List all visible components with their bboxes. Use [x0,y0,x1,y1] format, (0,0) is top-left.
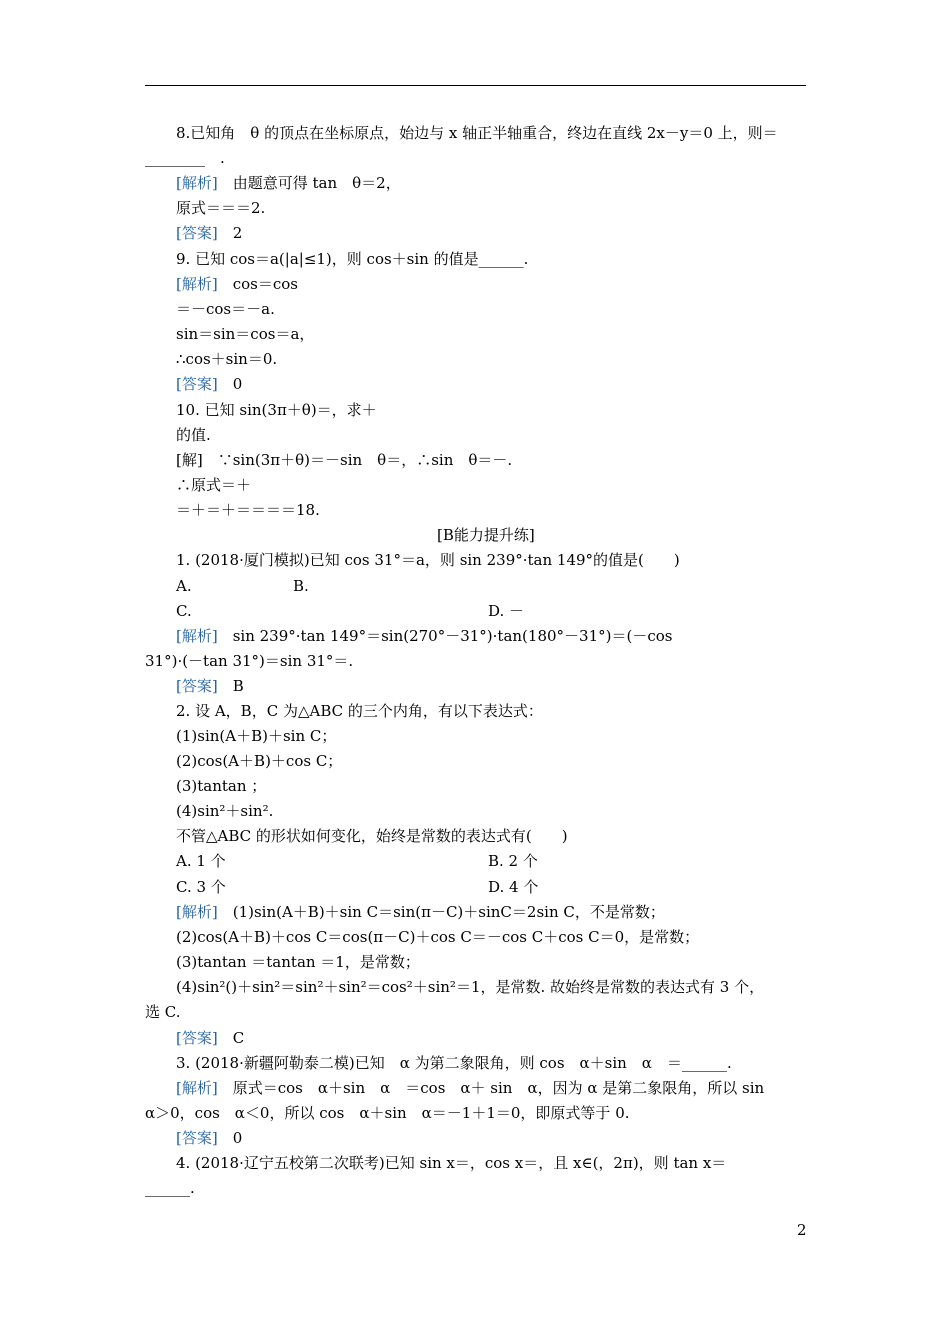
b2-answer-line [176,1028,244,1048]
b2-analysis-line-3: (3)tantan ＝tantan ＝1，是常数； [176,953,420,971]
b3-analysis-line-2: α＞0，cos α＜0，所以 cos α＋sin α＝－1＋1＝0，即原式等于 0. [145,1104,630,1122]
b2-option-a: A. 1 个 [176,852,226,870]
b2-expression-2: (2)cos(A＋B)＋cos C； [176,752,343,770]
b2-analysis-line-1 [176,902,665,922]
q10-question-line-2: 的值. [176,426,211,444]
q10-solution-line-3: ＝＋＝＋＝＝＝＝18. [176,501,320,519]
q9-analysis-line-1 [176,274,298,294]
page-number: 2 [797,1221,807,1239]
q10-solution-text-1: ∵sin(3π＋θ)＝－sin θ＝，∴sin θ＝－. [202,451,513,469]
b1-analysis-line-1 [176,626,672,646]
b2-analysis-line-5: 选 C. [145,1003,181,1021]
b1-option-c: C. [176,602,192,620]
b1-option-b: B. [293,577,309,595]
b2-analysis-text-1: (1)sin(A＋B)＋sin C＝sin(π－C)＋sinC＝2sin C，不是常数； [217,903,665,921]
answer-tag: [答案] [176,677,218,695]
q8-analysis-text-1: 由题意可得 tan θ＝2， [217,174,401,192]
b1-question-line: 1. (2018·厦门模拟)已知 cos 31°＝a，则 sin 239°·tan 149°的值是( ) [176,551,680,569]
analysis-tag: [解析] [176,903,218,921]
q9-analysis-line-3: sin＝sin＝cos＝a， [176,325,315,343]
q9-analysis-line-2: ＝－cos＝－a. [176,300,275,318]
q10-question-line-1: 10. 已知 sin(3π＋θ)＝，求＋ [176,401,377,419]
solution-tag: [解] [176,451,203,469]
header-rule [145,85,806,86]
q8-question-line-2: ________ . [145,149,225,167]
q9-answer-text: 0 [217,375,243,393]
b2-question-line-2: 不管△ABC 的形状如何变化，始终是常数的表达式有( ) [176,827,568,845]
b2-expression-3: (3)tantan ； [176,777,267,795]
b3-question-line: 3. (2018·新疆阿勒泰二模)已知 α 为第二象限角，则 cos α＋sin α ＝______. [176,1054,732,1072]
analysis-tag: [解析] [176,627,218,645]
b3-analysis-line-1 [176,1078,764,1098]
b1-answer-line [176,676,244,696]
q8-analysis-line-2: 原式＝＝＝2. [176,199,266,217]
q10-solution-line-2: ∴原式＝＋ [176,476,252,494]
answer-tag: [答案] [176,375,218,393]
b1-analysis-line-2: 31°)·(－tan 31°)＝sin 31°＝. [145,652,354,670]
b2-analysis-line-4: (4)sin²()＋sin²＝sin²＋sin²＝cos²＋sin²＝1，是常数. 故始终是常数的表达式有 3 个， [176,978,765,996]
b2-option-c: C. 3 个 [176,878,226,896]
analysis-tag: [解析] [176,1079,218,1097]
q10-solution-line-1 [176,450,512,470]
answer-tag: [答案] [176,1129,218,1147]
q8-analysis-line-1 [176,173,401,193]
q9-analysis-text-1: cos＝cos [217,275,298,293]
b3-analysis-text-1: 原式＝cos α＋sin α ＝cos α＋ sin α，因为 α 是第二象限角，所以 sin [217,1079,765,1097]
b1-answer-text: B [217,677,244,695]
b4-question-line-2: ______. [145,1179,195,1197]
section-b-title: [B能力提升练] [437,526,535,544]
b1-option-d: D. － [488,602,525,620]
b2-option-b: B. 2 个 [488,852,538,870]
b2-question-line: 2. 设 A，B，C 为△ABC 的三个内角，有以下表达式： [176,702,543,720]
q8-answer-text: 2 [217,224,243,242]
b3-answer-text: 0 [217,1129,243,1147]
q8-question-line-1: 8.已知角 θ 的顶点在坐标原点，始边与 x 轴正半轴重合，终边在直线 2x－y＝0 上，则＝ [176,124,778,142]
b2-answer-text: C [217,1029,245,1047]
q9-analysis-line-4: ∴cos＋sin＝0. [176,350,278,368]
analysis-tag: [解析] [176,174,218,192]
b2-option-d: D. 4 个 [488,878,539,896]
b3-answer-line [176,1128,242,1148]
b1-option-a: A. [176,577,192,595]
b2-expression-1: (1)sin(A＋B)＋sin C； [176,727,337,745]
b1-analysis-text-1: sin 239°·tan 149°＝sin(270°－31°)·tan(180°－31°)＝(－cos [217,627,673,645]
q9-question-line: 9. 已知 cos＝a(|a|≤1)，则 cos＋sin 的值是______. [176,250,529,268]
b2-expression-4: (4)sin²＋sin². [176,802,274,820]
q9-answer-line [176,374,242,394]
q8-answer-line [176,223,242,243]
analysis-tag: [解析] [176,275,218,293]
b2-analysis-line-2: (2)cos(A＋B)＋cos C＝cos(π－C)＋cos C＝－cos C＋cos C＝0，是常数； [176,928,700,946]
b4-question-line-1: 4. (2018·辽宁五校第二次联考)已知 sin x＝，cos x＝，且 x∈(，2π)，则 tan x＝ [176,1154,727,1172]
answer-tag: [答案] [176,1029,218,1047]
answer-tag: [答案] [176,224,218,242]
